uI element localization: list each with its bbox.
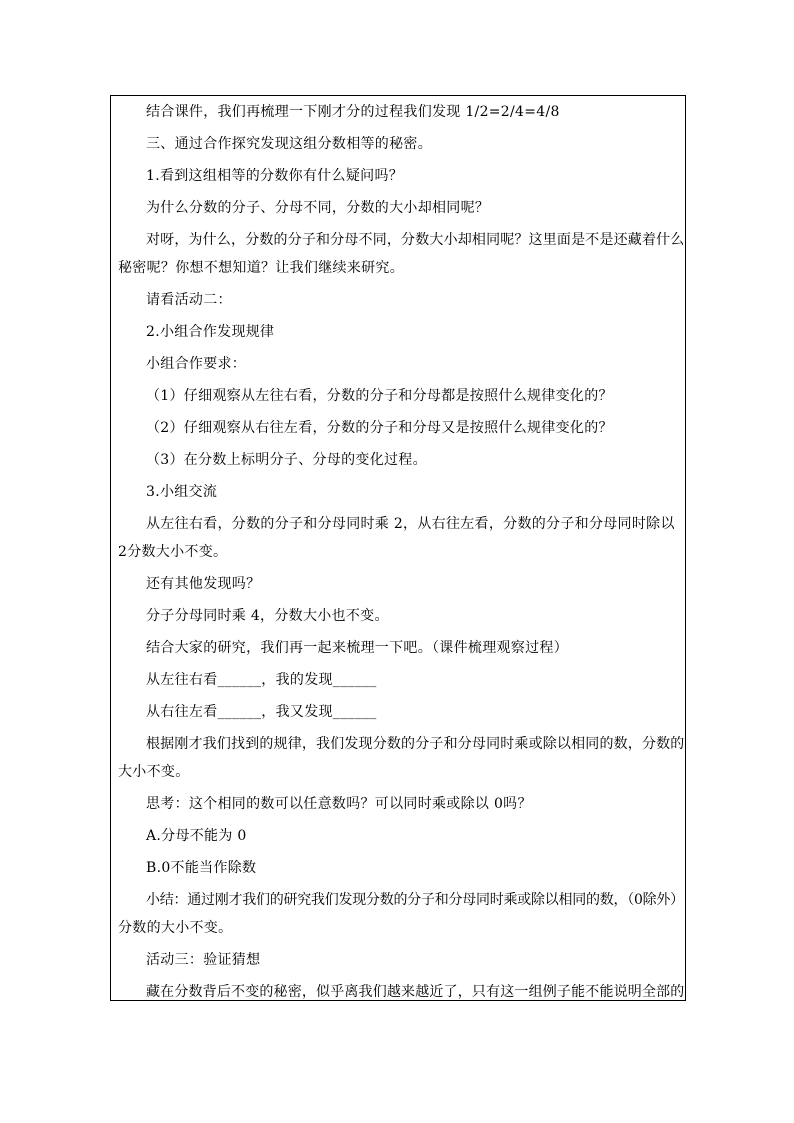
text-line: 从右往左看______，我又发现______ <box>146 704 377 720</box>
text-line: 2分数大小不变。 <box>118 544 228 560</box>
text-line: 从左往右看，分数的分子和分母同时乘 2，从右往左看，分数的分子和分母同时除以 <box>146 516 675 532</box>
text-line: 根据刚才我们找到的规律，我们发现分数的分子和分母同时乘或除以相同的数，分数的 <box>146 736 685 752</box>
text-line: 1.看到这组相等的分数你有什么疑问吗？ <box>146 168 404 184</box>
text-line: （2）仔细观察从右往左看，分数的分子和分母又是按照什么规律变化的？ <box>146 420 613 436</box>
text-line: 还有其他发现吗？ <box>146 576 261 592</box>
text-line: 思考：这个相同的数可以任意数吗？可以同时乘或除以 0吗？ <box>146 796 532 812</box>
text-line: 结合大家的研究，我们再一起来梳理一下吧。（课件梳理观察过程） <box>146 640 568 656</box>
text-line: 请看活动二： <box>146 292 232 308</box>
text-line: 对呀，为什么，分数的分子和分母不同，分数大小却相同呢？这里面是不是还藏着什么 <box>146 232 685 248</box>
text-line: B.0不能当作除数 <box>146 860 257 876</box>
text-line: （1）仔细观察从左往右看，分数的分子和分母都是按照什么规律变化的？ <box>146 388 613 404</box>
text-line: 为什么分数的分子、分母不同，分数的大小却相同呢？ <box>146 200 490 216</box>
text-line: 活动三：验证猜想 <box>146 952 261 968</box>
text-line: 2.小组合作发现规律 <box>146 324 275 340</box>
text-line: A.分母不能为 0 <box>146 828 247 844</box>
text-line: 秘密呢？你想不想知道？让我们继续来研究。 <box>118 260 404 276</box>
text-line: （3）在分数上标明分子、分母的变化过程。 <box>146 452 427 468</box>
text-line: 藏在分数背后不变的秘密，似乎离我们越来越近了，只有这一组例子能不能说明全部的 <box>146 984 685 1000</box>
text-line: 小组合作要求： <box>146 356 247 372</box>
text-line: 大小不变。 <box>118 764 190 780</box>
text-line: 分数的大小不变。 <box>118 920 233 936</box>
text-line: 3.小组交流 <box>146 484 218 500</box>
text-line: 分子分母同时乘 4，分数大小也不变。 <box>146 608 389 624</box>
text-line: 三、通过合作探究发现这组分数相等的秘密。 <box>146 136 432 152</box>
text-line: 小结：通过刚才我们的研究我们发现分数的分子和分母同时乘或除以相同的数，（0除外） <box>146 892 684 908</box>
text-line: 结合课件，我们再梳理一下刚才分的过程我们发现 1/2=2/4=4/8 <box>146 104 560 120</box>
text-line: 从左往右看______，我的发现______ <box>146 672 377 688</box>
